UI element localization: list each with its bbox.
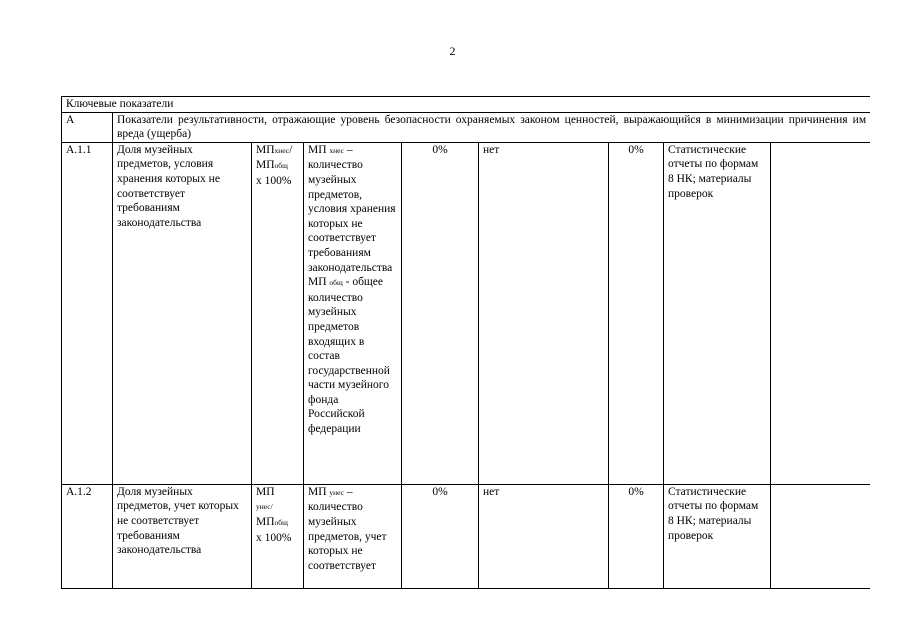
indicator-flag: нет <box>479 142 609 484</box>
definition-variable-2-sub: общ <box>329 278 343 288</box>
indicator-name: Доля музейных предметов, условия хранения которых не соответствует требованиям законодательства <box>113 142 252 484</box>
definition-variable: МП <box>308 485 327 498</box>
group-description: Показатели результативности, отражающие уровень безопасности охраняемых законом ценностей, выражающийся в минимизации причинения им вреда (ущерба) <box>113 112 871 142</box>
indicator-formula <box>252 142 304 484</box>
formula-numerator-sub: унес <box>256 502 271 512</box>
formula-numerator: МП <box>256 485 275 498</box>
page-number: 2 <box>449 44 456 58</box>
definition-text-2: - общее количество музейных предметов входящих в состав государственной части музейного фонда Российской федерации <box>308 276 390 436</box>
group-code: А <box>62 112 113 142</box>
indicator-extra <box>771 142 871 484</box>
indicator-target: 0% <box>402 484 479 588</box>
indicator-source: Статистические отчеты по формам 8 НК; материалы проверок <box>664 484 771 588</box>
table-row <box>62 142 871 484</box>
section-header-row <box>62 97 871 113</box>
definition-variable-sub: унес <box>329 487 345 497</box>
formula-denominator-sub: общ <box>274 161 288 171</box>
formula-separator: / <box>270 502 273 512</box>
table-row <box>62 484 871 588</box>
formula-denominator-sub: общ <box>274 517 288 527</box>
formula-numerator-sub: хнес <box>274 145 290 155</box>
indicator-target: 0% <box>402 142 479 484</box>
indicator-value: 0% <box>609 484 664 588</box>
indicator-name: Доля музейных предметов, учет которых не соответствует требованиям законодательства <box>113 484 252 588</box>
indicator-extra <box>771 484 871 588</box>
indicator-source: Статистические отчеты по формам 8 НК; материалы проверок <box>664 142 771 484</box>
formula-multiplier: х 100% <box>256 174 292 187</box>
indicator-code: А.1.1 <box>62 142 113 484</box>
section-header: Ключевые показатели <box>62 97 871 113</box>
indicators-table-frame <box>61 96 870 589</box>
indicator-value: 0% <box>609 142 664 484</box>
group-row <box>62 112 871 142</box>
definition-variable-2: МП <box>308 276 327 289</box>
formula-separator: / <box>289 143 293 156</box>
definition-text: – количество музейных предметов, условия хранения которых не соответствует требованиям законодательства <box>308 143 396 274</box>
formula-denominator: МП <box>256 515 275 528</box>
formula-multiplier: х 100% <box>256 531 292 544</box>
definition-variable: МП <box>308 143 327 156</box>
indicator-flag: нет <box>479 484 609 588</box>
indicator-code: А.1.2 <box>62 484 113 588</box>
indicator-formula <box>252 484 304 588</box>
definition-text: – количество музейных предметов, учет которых не соответствует <box>308 485 387 572</box>
indicator-definition <box>304 484 402 588</box>
definition-variable-sub: хнес <box>329 145 345 155</box>
indicators-table <box>61 96 870 589</box>
formula-denominator: МП <box>256 159 275 172</box>
formula-numerator: МП <box>256 143 275 156</box>
indicator-definition <box>304 142 402 484</box>
